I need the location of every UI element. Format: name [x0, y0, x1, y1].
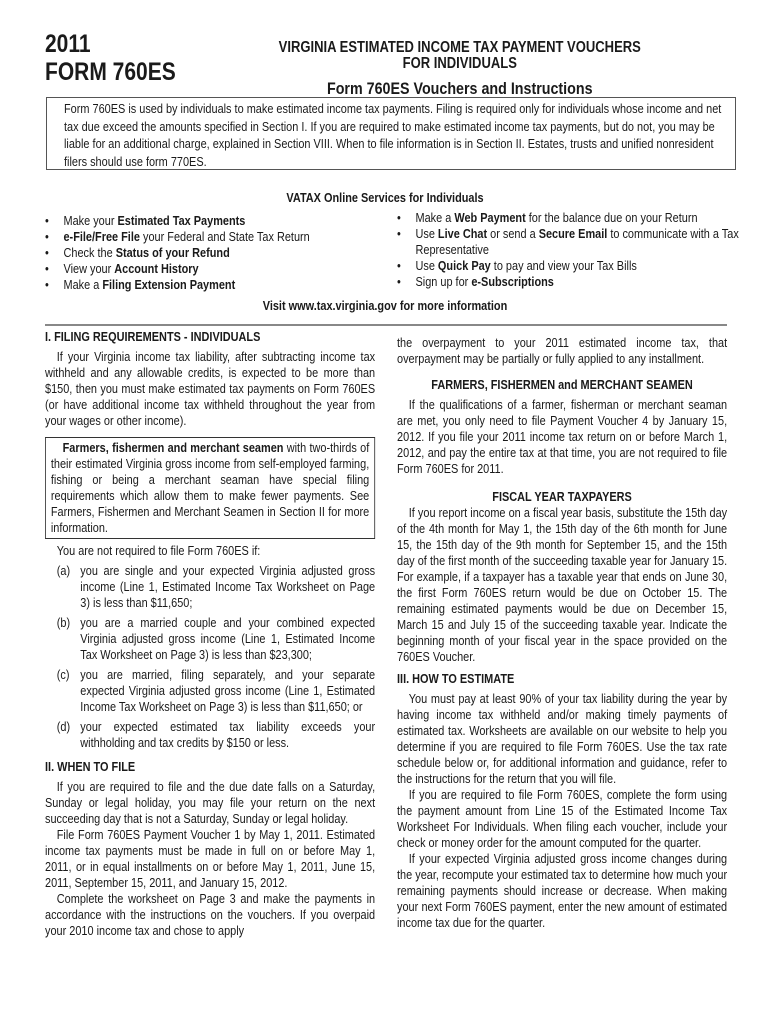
- list-item: • Check the Status of your Refund: [45, 245, 398, 261]
- fiscal-year-heading: FISCAL YEAR TAXPAYERS: [492, 489, 632, 504]
- section-2-heading: II. WHEN TO FILE: [45, 759, 136, 774]
- title-line-1: VIRGINIA ESTIMATED INCOME TAX PAYMENT VOUCHERS: [278, 39, 641, 56]
- divider: [45, 324, 727, 326]
- section-3-heading: III. HOW TO ESTIMATE: [397, 671, 515, 686]
- form-year: 2011: [45, 30, 91, 58]
- section-2-para-continued: the overpayment to your 2011 estimated income tax, that overpayment may be partially or fully applied to any installment.: [397, 335, 728, 366]
- farmers-heading: FARMERS, FISHERMEN and MERCHANT SEAMEN: [431, 377, 693, 392]
- list-item: • Use Quick Pay to pay and view your Tax Bills: [397, 258, 750, 274]
- visit-website-text: Visit www.tax.virginia.gov for more information: [262, 298, 508, 313]
- section-2-para: Complete the worksheet on Page 3 and make the payments in accordance with the instructions on the vouchers. If you overpaid your 2010 income tax and chose to apply: [45, 891, 376, 938]
- not-required-intro: You are not required to file Form 760ES if:: [56, 543, 261, 558]
- section-2-para: File Form 760ES Payment Voucher 1 by May 1, 2011. Estimated income tax payments must be made in full on or before May 1, 2011, or in equal installments on or before May 1, 2011, June 15, 2011, September 15, 2011, and January 15, 2012.: [45, 827, 376, 890]
- list-item: • Sign up for e-Subscriptions: [397, 274, 750, 290]
- condition-item: (d) your expected estimated tax liability exceeds your withholding and tax credits by $150 or less.: [56, 719, 376, 750]
- list-item: • Make your Estimated Tax Payments: [45, 213, 398, 229]
- list-item: • Make a Web Payment for the balance due on your Return: [397, 210, 750, 226]
- section-1-para: If your Virginia income tax liability, after subtracting income tax withheld and any allowable credits, is expected to be more than $150, then you must make estimated tax payments on Form 760ES (or have additional income tax withheld throughout the year from your wages or other income).: [45, 349, 376, 428]
- title-line-2: FOR INDIVIDUALS: [402, 55, 517, 72]
- farmers-note-box: Farmers, fishermen and merchant seamen with two-thirds of their estimated Virginia gross income from self-employed farming, fishing or being a merchant seaman have special filing requirements which allow them to make fewer payments. See Farmers, Fishermen and Merchant Seamen in Section II for more information.: [45, 437, 375, 539]
- section-3-para: If you are required to file Form 760ES, complete the form using the payment amount from Line 15 of the Estimated Income Tax Worksheet For Individuals. When filing each voucher, include your check or money order for the amount computed for the quarter.: [397, 787, 728, 850]
- page-title: [175, 40, 745, 72]
- list-item: • Make a Filing Extension Payment: [45, 277, 398, 293]
- intro-text: Form 760ES is used by individuals to make estimated income tax payments. Filing is required only for individuals whose income and net tax due exceed the amounts specified in Section I. If you are required to make estimated income tax payments, but do not, you may be liable for an additional charge, explained in Section VIII. When to file information is in Section II. Estates, trusts and unified nonresident filers should use form 770ES.: [64, 101, 722, 169]
- condition-item: (c) you are married, filing separately, and your separate expected Virginia adjusted gross income (Line 1, Estimated Income Tax Worksheet on Page 3) is less than $11,650; or: [56, 667, 376, 714]
- fiscal-year-para: If you report income on a fiscal year basis, substitute the 15th day of the 4th month for May 1, the 15th day of the 6th month for June 15, the 15th day of the 9th month for September 15, and the 15th day of the first month of the succeeding taxable year for January 15. For example, if a taxpayer has a taxable year that ends on June 30, the first Form 760ES return would be due on October 15. The remaining estimated payments would be due on December 15, March 15 and July 15 of the succeeding taxable year. Indicate the beginning month of your fiscal year in the space provided on the 760ES Voucher.: [397, 505, 728, 664]
- services-list-left: [45, 213, 398, 293]
- services-list-right: [397, 210, 750, 290]
- services-heading: VATAX Online Services for Individuals: [286, 190, 484, 205]
- page-subtitle: Form 760ES Vouchers and Instructions: [326, 79, 593, 98]
- section-3-para: You must pay at least 90% of your tax liability during the year by having income tax withheld and/or making timely payments of estimated tax. Worksheets are available on our website to help you determine if you are required to file Form 760ES. Use the tax rate schedule below or, for additional information and guidance, refer to the instructions for the return that you will file.: [397, 691, 728, 786]
- left-column: [45, 329, 375, 939]
- list-item: • View your Account History: [45, 261, 398, 277]
- condition-item: (a) you are single and your expected Virginia adjusted gross income (Line 1, Estimated Income Tax Worksheet on Page 3) is less than $11,650;: [56, 563, 376, 610]
- section-2-para: If you are required to file and the due date falls on a Saturday, Sunday or legal holiday, you may file your return on the next succeeding day that is not a Saturday, Sunday or legal holiday.: [45, 779, 376, 826]
- form-number: FORM 760ES: [45, 58, 176, 86]
- list-item: • e-File/Free File your Federal and State Tax Return: [45, 229, 398, 245]
- list-item: • Use Live Chat or send a Secure Email to communicate with a Tax Representative: [397, 226, 750, 258]
- section-3-para: If your expected Virginia adjusted gross income changes during the year, recompute your estimated tax to determine how much your remaining payments should increase or decrease. When making your next Form 760ES payment, enter the new amount of estimated income tax due for the quarter.: [397, 851, 728, 930]
- farmers-para: If the qualifications of a farmer, fisherman or merchant seaman are met, you only need to file Payment Voucher 4 by January 15, 2012. If you file your 2011 income tax return on or before March 1, 2012, and pay the entire tax at that time, you are not required to file Form 760ES for 2011.: [397, 397, 728, 476]
- section-1-heading: I. FILING REQUIREMENTS - INDIVIDUALS: [45, 329, 261, 344]
- right-column: [397, 335, 727, 931]
- condition-item: (b) you are a married couple and your combined expected Virginia adjusted gross income (Line 1, Estimated Income Tax Worksheet on Page 3) is less than $23,300;: [56, 615, 376, 662]
